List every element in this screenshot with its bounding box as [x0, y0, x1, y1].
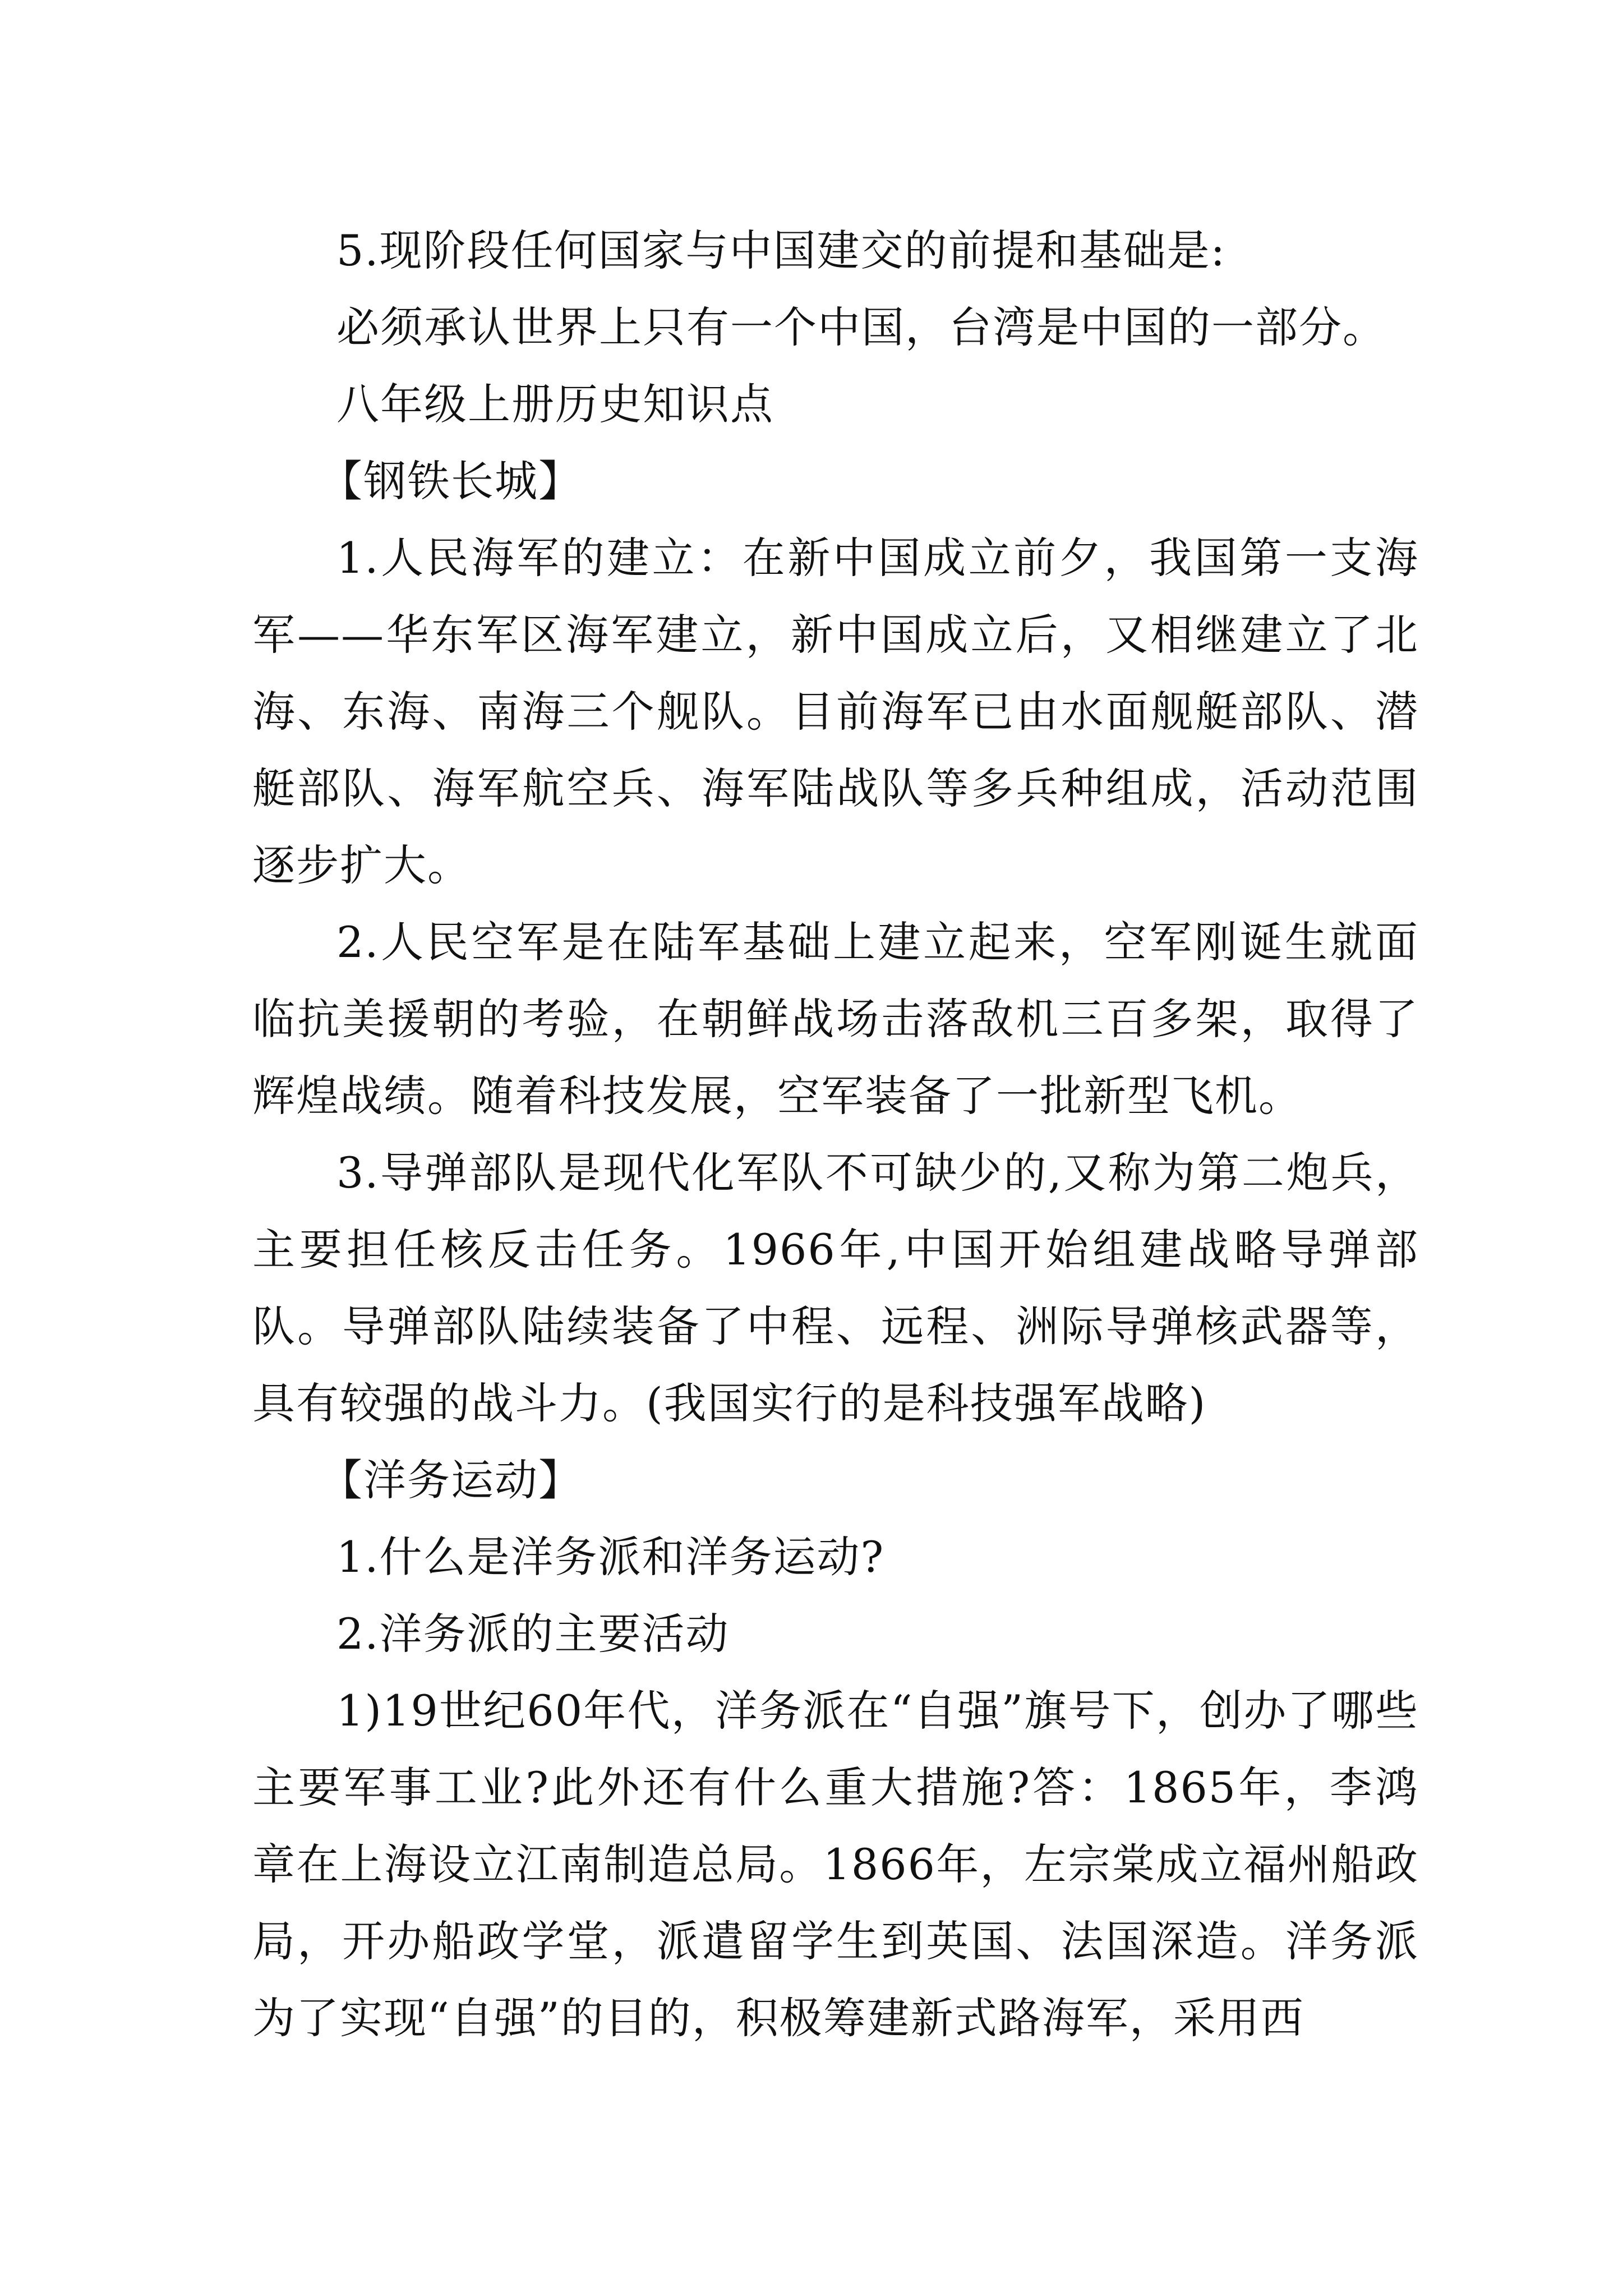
heading-westernization-movement: 【洋务运动】	[320, 1455, 582, 1505]
section-title-grade8-history: 八年级上册历史知识点	[336, 379, 774, 429]
paragraph-main-activities: 2.洋务派的主要活动	[336, 1609, 730, 1659]
paragraph-one-china: 必须承认世界上只有一个中国，台湾是中国的一部分。	[336, 302, 1386, 352]
paragraph-missile-force: 3.导弹部队是现代化军队不可缺少的,又称为第二炮兵，主要担任核反击任务。1966年,中国开始组建战略导弹部队。导弹部队陆续装备了中程、远程、洲际导弹核武器等，具有较强的战斗力。(我国实行的是科技强军战略)	[252, 1148, 1419, 1428]
paragraph-establish-relations-premise: 5.现阶段任何国家与中国建交的前提和基础是:	[336, 226, 1227, 275]
heading-steel-great-wall: 【钢铁长城】	[320, 456, 582, 506]
paragraph-air-force: 2.人民空军是在陆军基础上建立起来，空军刚诞生就面临抗美援朝的考验，在朝鲜战场击落敌机三百多架，取得了辉煌战绩。随着科技发展，空军装备了一批新型飞机。	[252, 917, 1419, 1121]
paragraph-navy: 1.人民海军的建立：在新中国成立前夕，我国第一支海军——华东军区海军建立，新中国成立后，又相继建立了北海、东海、南海三个舰队。目前海军已由水面舰艇部队、潜艇部队、海军航空兵、海军陆战队等多兵种组成，活动范围逐步扩大。	[252, 533, 1419, 890]
paragraph-question-westernization: 1.什么是洋务派和洋务运动?	[336, 1532, 885, 1582]
paragraph-military-industry: 1)19世纪60年代，洋务派在“自强”旗号下，创办了哪些主要军事工业?此外还有什么重大措施?答：1865年，李鸿章在上海设立江南制造总局。1866年，左宗棠成立福州船政局，开办船政学堂，派遣留学生到英国、法国深造。洋务派为了实现“自强”的目的，积极筹建新式路海军，采用西	[252, 1686, 1419, 2043]
document-body	[252, 212, 1419, 2056]
